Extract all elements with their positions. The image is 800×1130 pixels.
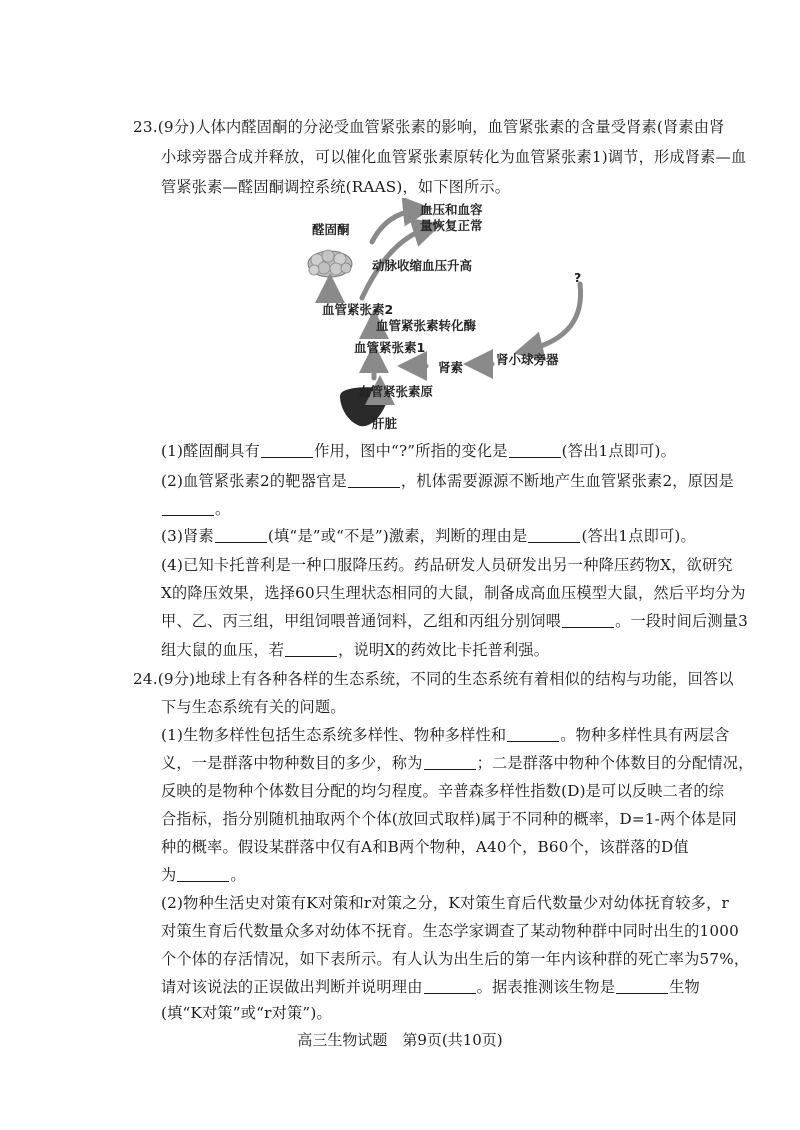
answer-blank[interactable] <box>424 755 476 770</box>
q24-p2-line-1: (2)物种生活史对策有K对策和r对策之分，K对策生育后代数量少对幼体抚育较多，r <box>161 894 729 912</box>
answer-blank[interactable] <box>616 979 668 994</box>
label-artery-contraction: 动脉收缩血压升高 <box>372 258 473 273</box>
answer-blank[interactable] <box>177 867 229 882</box>
answer-blank[interactable] <box>162 501 214 516</box>
label-ace: 血管紧张素转化酶 <box>376 318 477 333</box>
label-angiotensin-2: 血管紧张素2 <box>322 302 394 317</box>
q23-line-2: 小球旁器合成并释放，可以催化血管紧张素原转化为血管紧张素1)调节，形成肾素—血 <box>161 148 747 166</box>
answer-blank[interactable] <box>285 642 337 657</box>
label-bp-restore-1: 血压和血容 <box>420 202 483 217</box>
q24-p1-line-4: 合指标，指分别随机抽取两个个体(放回式取样)属于不同种的概率，D=1-两个体是同 <box>161 810 737 828</box>
answer-blank[interactable] <box>424 979 476 994</box>
q24-p1-line-1: (1)生物多样性包括生态系统多样性、物种多样性和 。物种多样性具有两层含 <box>161 726 730 744</box>
q23-sub-4-line-4: 组大鼠的血压，若 ，说明X的药效比卡托普利强。 <box>161 641 550 659</box>
q24-p2-line-2: 对策生育后代数量众多对幼体不抚育。生态学家调查了某动物种群中同时出生的1000 <box>161 922 740 940</box>
answer-blank[interactable] <box>507 727 559 742</box>
q24-line-2: 下与生态系统有关的问题。 <box>161 698 346 716</box>
label-bp-restore-2: 量恢复正常 <box>420 218 483 233</box>
q23-sub-4-line-1: (4)已知卡托普利是一种口服降压药。药品研发人员研发出另一种降压药物X，欲研究 <box>161 556 733 574</box>
q24-p1-line-6: 为 。 <box>161 866 246 884</box>
answer-blank[interactable] <box>261 443 313 458</box>
page-footer: 高三生物试题 第9页(共10页) <box>297 1031 503 1049</box>
q24-p1-line-3: 反映的是物种个体数目分配的均匀程度。辛普森多样性指数(D)是可以反映二者的综 <box>161 782 725 800</box>
raas-diagram <box>300 198 610 438</box>
answer-blank[interactable] <box>215 528 267 543</box>
q24-p1-line-2: 义，一是群落中物种数目的多少，称为 ；二是群落中物种个体数目的分配情况， <box>161 754 754 772</box>
q24-p1-line-5: 种的概率。假设某群落中仅有A和B两个物种，A40个，B60个，该群落的D值 <box>161 838 689 856</box>
label-question-mark: ? <box>574 270 582 285</box>
q24-line-1: 24.(9分)地球上有各种各样的生态系统，不同的生态系统有着相似的结构与功能，回答以 <box>133 670 734 688</box>
q23-sub-1: (1)醛固酮具有 作用，图中“?”所指的变化是 (答出1点即可)。 <box>161 442 677 460</box>
q23-sub-2-cont: 。 <box>161 499 230 519</box>
q23-sub-4-line-3: 甲、乙、丙三组，甲组饲喂普通饲料，乙组和丙组分别饲喂 。一段时间后测量3 <box>161 612 749 630</box>
q23-sub-3: (3)肾素 (填“是”或“不是”)激素，判断的理由是 (答出1点即可)。 <box>161 527 696 545</box>
q24-p2-line-5: (填“K对策”或“r对策”)。 <box>161 1004 332 1022</box>
label-liver: 肝脏 <box>372 416 398 431</box>
label-renin: 肾素 <box>438 360 464 375</box>
label-aldosterone: 醛固酮 <box>312 222 350 237</box>
q23-line-3: 管紧张素—醛固酮调控系统(RAAS)，如下图所示。 <box>161 178 511 196</box>
q23-sub-2: (2)血管紧张素2的靶器官是 ，机体需要源源不断地产生血管紧张素2，原因是 <box>161 472 734 490</box>
answer-blank[interactable] <box>509 443 561 458</box>
label-jga: 肾小球旁器 <box>496 352 559 367</box>
q24-p2-line-4: 请对该说法的正误做出判断并说明理由 。据表推测该生物是 生物 <box>161 978 700 996</box>
adrenal-gland-icon <box>308 250 352 277</box>
q23-sub-4-line-2: X的降压效果，选择60只生理状态相同的大鼠，制备成高血压模型大鼠，然后平均分为 <box>161 584 746 602</box>
answer-blank[interactable] <box>528 528 580 543</box>
label-angiotensinogen: 血管紧张素原 <box>358 384 434 399</box>
answer-blank[interactable] <box>562 613 614 628</box>
q24-p2-line-3: 个个体的存活情况，如下表所示。有人认为出生后的第一年内该种群的死亡率为57%， <box>161 950 750 968</box>
label-angiotensin-1: 血管紧张素1 <box>354 340 426 355</box>
q23-line-1: 23.(9分)人体内醛固酮的分泌受血管紧张素的影响，血管紧张素的含量受肾素(肾素由肾 <box>133 118 725 136</box>
answer-blank[interactable] <box>348 473 400 488</box>
